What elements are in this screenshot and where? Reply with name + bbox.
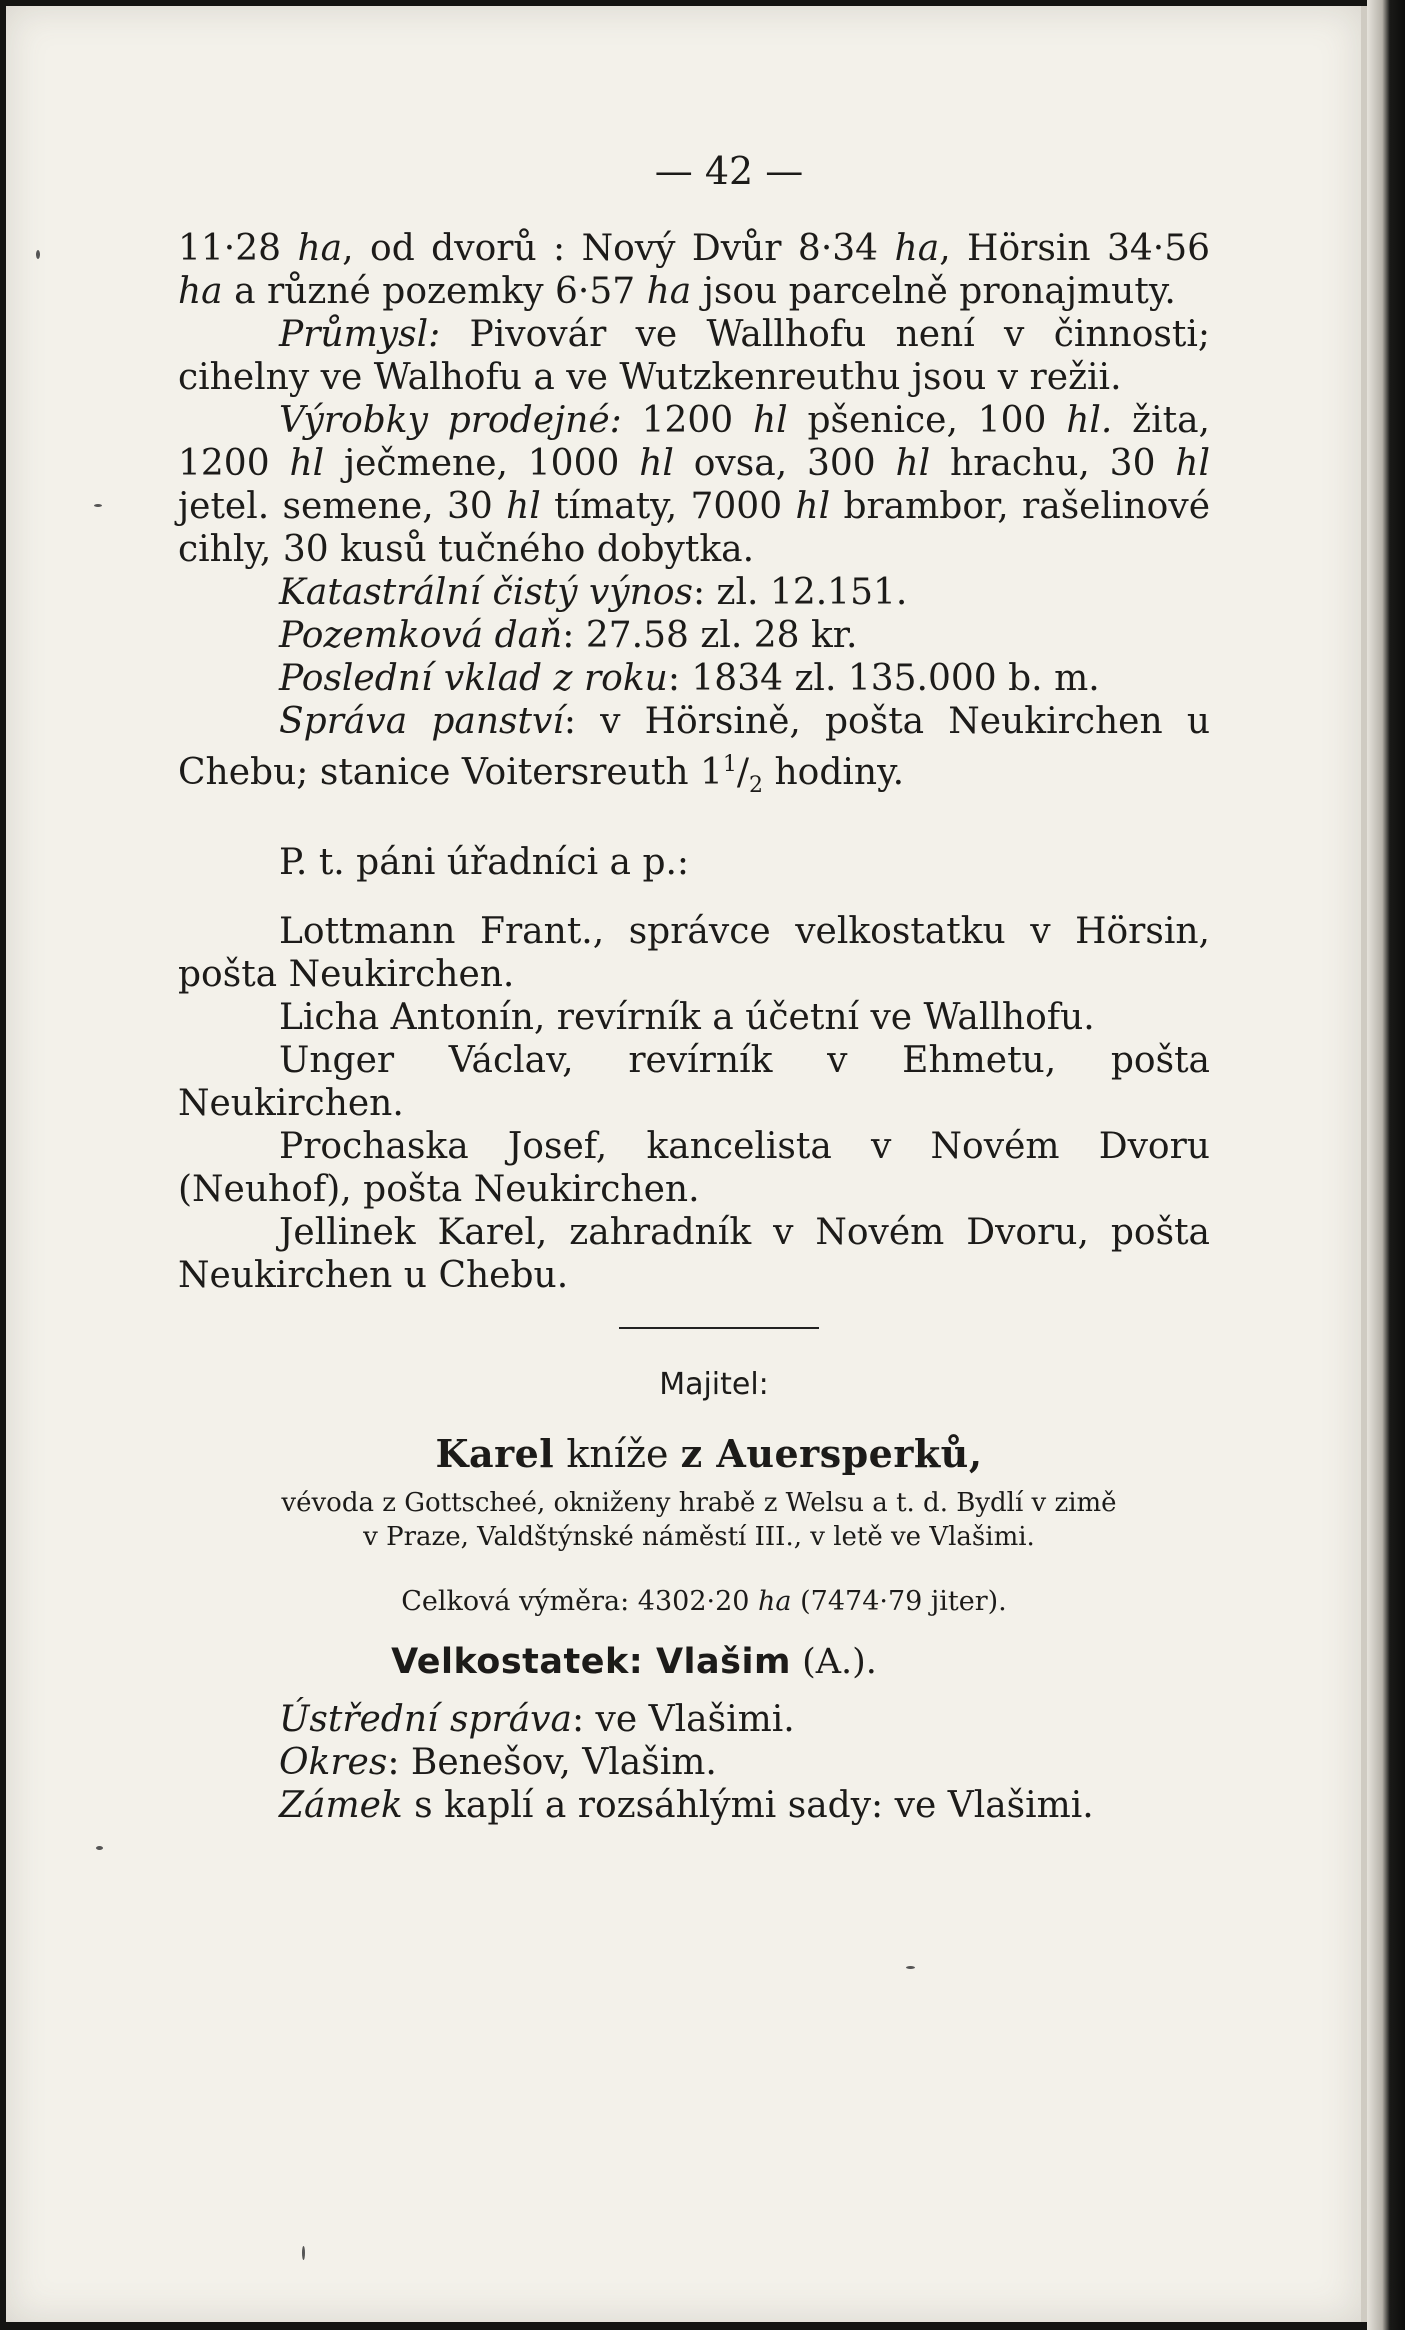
section-divider — [619, 1327, 819, 1329]
official-entry: Prochaska Josef, kancelista v Novém Dvoru (Neuhof), pošta Neukirchen. — [178, 1126, 1210, 1211]
page-number: — 42 — — [654, 149, 804, 193]
page-text — [178, 150, 1210, 1827]
page-gutter-edge — [1367, 0, 1405, 2330]
total-area: Celková výměra: 4302·20 ha (7474·79 jiter). — [401, 1586, 1007, 1618]
detail-central-administration: Ústřední správa: ve Vlašimi. — [279, 1699, 795, 1741]
paragraph-estate-administration: Správa panství: v Hörsině, pošta Neukirchen u Chebu; stanice Voitersreuth $1^1/_2$ hodiny. — [178, 701, 1211, 799]
paragraph-products: Výrobky prodejné: 1200 hl pšenice, 100 hl. žita, 1200 hl ječmene, 1000 hl ovsa, 300 hl hrachu, 30 hl jetel. semene, 30 hl tímaty, 7000 hl brambor, rašelinové cihly, 30 kusů tučného dobytka. — [178, 400, 1210, 570]
paper-speck — [96, 1846, 103, 1850]
official-entry: Lottmann Frant., správce velkostatku v Hörsin, pošta Neukirchen. — [178, 911, 1210, 996]
official-entry: Unger Václav, revírník v Ehmetu, pošta Neukirchen. — [178, 1040, 1210, 1125]
paragraph-industry: Průmysl: Pivovár ve Wallhofu není v činnosti; cihelny ve Walhofu a ve Wutzkenreuthu jsou v režii. — [178, 314, 1210, 398]
officials-heading: P. t. páni úřadníci a p.: — [279, 842, 690, 884]
paragraph-cadastral-yield: Katastrální čistý výnos: zl. 12.151. — [279, 572, 908, 613]
official-entry: Licha Antonín, revírník a účetní ve Wallhofu. — [279, 997, 1095, 1039]
estate-details — [178, 1698, 1210, 1827]
paragraph-lease: 11·28 ha, od dvorů : Nový Dvůr 8·34 ha, Hörsin 34·56 ha a různé pozemky 6·57 ha jsou parcelně pronajmuty. — [178, 228, 1211, 312]
paragraph-last-deposit: Poslední vklad z roku: 1834 zl. 135.000 b. m. — [279, 658, 1100, 699]
official-entry: Jellinek Karel, zahradník v Novém Dvoru, pošta Neukirchen u Chebu. — [178, 1212, 1210, 1297]
detail-castle: Zámek s kaplí a rozsáhlými sady: ve Vlašimi. — [279, 1785, 1094, 1827]
owner-label: Majitel: — [659, 1367, 769, 1403]
owner-residence-line: v Praze, Valdštýnské náměstí III., v letě ve Vlašimi. — [363, 1522, 1035, 1553]
paper-speck — [302, 2246, 305, 2260]
estate-heading: Velkostatek: Vlašim (A.). — [391, 1642, 877, 1683]
paper-speck — [906, 1966, 915, 1969]
paragraph-land-tax: Pozemková daň: 27.58 zl. 28 kr. — [279, 615, 858, 656]
detail-district: Okres: Benešov, Vlašim. — [279, 1742, 717, 1784]
owner-title-line: vévoda z Gottscheé, okniženy hrabě z Welsu a t. d. Bydlí v zimě — [281, 1488, 1117, 1519]
paper-speck — [36, 250, 40, 259]
paper-speck — [94, 504, 102, 507]
owner-name: Karel kníže z Auersperků, — [435, 1431, 983, 1477]
